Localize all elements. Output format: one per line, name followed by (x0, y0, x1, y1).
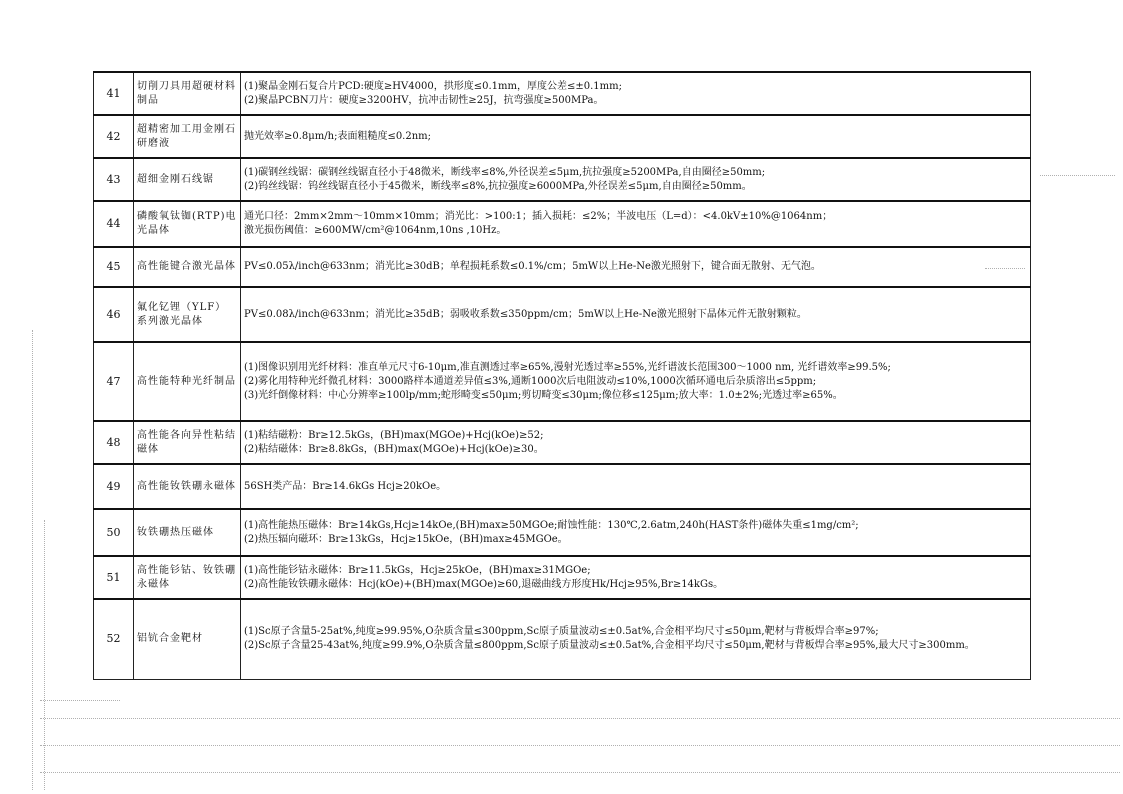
table-row (94, 464, 1031, 509)
requirements: (1)粘结磁粉：Br≥12.5kGs，(BH)max(MGOe)+Hcj(kOe)≥52; (2)粘结磁体：Br≥8.8kGs，(BH)max(MGOe)+Hcj(kOe)≥30。 (241, 421, 1031, 464)
row-number: 46 (94, 287, 134, 342)
material-name: 切削刀具用超硬材料制品 (134, 72, 241, 115)
requirements: 抛光效率≥0.8μm/h;表面粗糙度≤0.2nm; (241, 115, 1031, 158)
table-row (94, 201, 1031, 247)
material-name: 高性能键合激光晶体 (134, 247, 241, 287)
material-name: 高性能特种光纤制品 (134, 342, 241, 421)
row-number: 45 (94, 247, 134, 287)
material-name: 氟化钇锂（YLF）系列激光晶体 (134, 287, 241, 342)
material-name: 高性能各向异性粘结磁体 (134, 421, 241, 464)
requirements: (1)高性能热压磁体：Br≥14kGs,Hcj≥14kOe,(BH)max≥50MGOe;耐蚀性能：130℃,2.6atm,240h(HAST条件)磁体失重≤1mg/cm²; (2)热压辐向磁环：Br≥13kGs，Hcj≥15kOe，(BH)max≥45MGOe。 (241, 509, 1031, 556)
row-number: 49 (94, 464, 134, 509)
table-row (94, 421, 1031, 464)
table-row (94, 72, 1031, 115)
material-name: 高性能钐钴、钕铁硼永磁体 (134, 556, 241, 599)
table-row (94, 556, 1031, 599)
requirements: 56SH类产品：Br≥14.6kGs Hcj≥20kOe。 (241, 464, 1031, 509)
table-row (94, 115, 1031, 158)
material-name: 高性能钕铁硼永磁体 (134, 464, 241, 509)
requirements: 通光口径：2mm×2mm～10mm×10mm；消光比：>100:1；插入损耗：≤2%；半波电压（L=d）：<4.0kV±10%@1064nm； 激光损伤阈值：≥600MW/cm²@1064nm,10ns ,10Hz。 (241, 201, 1031, 247)
row-number: 43 (94, 158, 134, 201)
table-row (94, 158, 1031, 201)
table-row (94, 599, 1031, 679)
requirements: PV≤0.05λ/inch@633nm；消光比≥30dB；单程损耗系数≤0.1%/cm；5mW以上He-Ne激光照射下，键合面无散射、无气泡。 (241, 247, 1031, 287)
row-number: 47 (94, 342, 134, 421)
table-row (94, 509, 1031, 556)
row-number: 42 (94, 115, 134, 158)
material-name: 磷酸氧钛铷(RTP)电光晶体 (134, 201, 241, 247)
row-number: 44 (94, 201, 134, 247)
requirements: PV≤0.08λ/inch@633nm；消光比≥35dB；弱吸收系数≤350ppm/cm；5mW以上He-Ne激光照射下晶体元件无散射颗粒。 (241, 287, 1031, 342)
table-row (94, 247, 1031, 287)
table-row (94, 342, 1031, 421)
requirements: (1)高性能钐钴永磁体：Br≥11.5kGs，Hcj≥25kOe，(BH)max≥31MGOe; (2)高性能钕铁硼永磁体：Hcj(kOe)+(BH)max(MGOe)≥60,退磁曲线方形度Hk/Hcj≥95%,Br≥14kGs。 (241, 556, 1031, 599)
material-name: 超细金刚石线锯 (134, 158, 241, 201)
row-number: 50 (94, 509, 134, 556)
row-number: 52 (94, 599, 134, 679)
row-number: 48 (94, 421, 134, 464)
row-number: 51 (94, 556, 134, 599)
row-number: 41 (94, 72, 134, 115)
material-name: 钕铁硼热压磁体 (134, 509, 241, 556)
requirements: (1)图像识别用光纤材料：准直单元尺寸6-10μm,准直测透过率≥65%,漫射光透过率≥55%,光纤谱波长范围300～1000 nm, 光纤谱效率≥99.5%; (2)雾化用特种光纤微孔材料：3000路样本通道差异值≤3%,通断1000次后电阻波动≤10%,1000次循环通电后杂质溶出≤5ppm; (3)光纤倒像材料：中心分辨率≥100lp/mm;蛇形畸变≤50μm;剪切畸变≤30μm;像位移≤125μm;放大率：1.0±2%;光透过率≥65%。 (241, 342, 1031, 421)
material-name: 超精密加工用金刚石研磨液 (134, 115, 241, 158)
requirements: (1)Sc原子含量5-25at%,纯度≥99.95%,O杂质含量≤300ppm,Sc原子质量波动≤±0.5at%,合金相平均尺寸≤50μm,靶材与背板焊合率≥97%; (2)Sc原子含量25-43at%,纯度≥99.9%,O杂质含量≤800ppm,Sc原子质量波动≤±0.5at%,合金相平均尺寸≤50μm,靶材与背板焊合率≥95%,最大尺寸≥300mm。 (241, 599, 1031, 679)
material-name: 铝钪合金靶材 (134, 599, 241, 679)
requirements: (1)碳钢丝线锯：碳钢丝线锯直径小于48微米，断线率≤8%,外径误差≤5μm,抗拉强度≥5200MPa,自由圈径≥50mm; (2)钨丝线锯：钨丝线锯直径小于45微米，断线率≤8%,抗拉强度≥6000MPa,外径误差≤5μm,自由圈径≥50mm。 (241, 158, 1031, 201)
spec-table (93, 71, 1031, 680)
table-row (94, 287, 1031, 342)
requirements: (1)聚晶金刚石复合片PCD:硬度≥HV4000，拱形度≤0.1mm，厚度公差≤±0.1mm; (2)聚晶PCBN刀片：硬度≥3200HV，抗冲击韧性≥25J，抗弯强度≥500MPa。 (241, 72, 1031, 115)
